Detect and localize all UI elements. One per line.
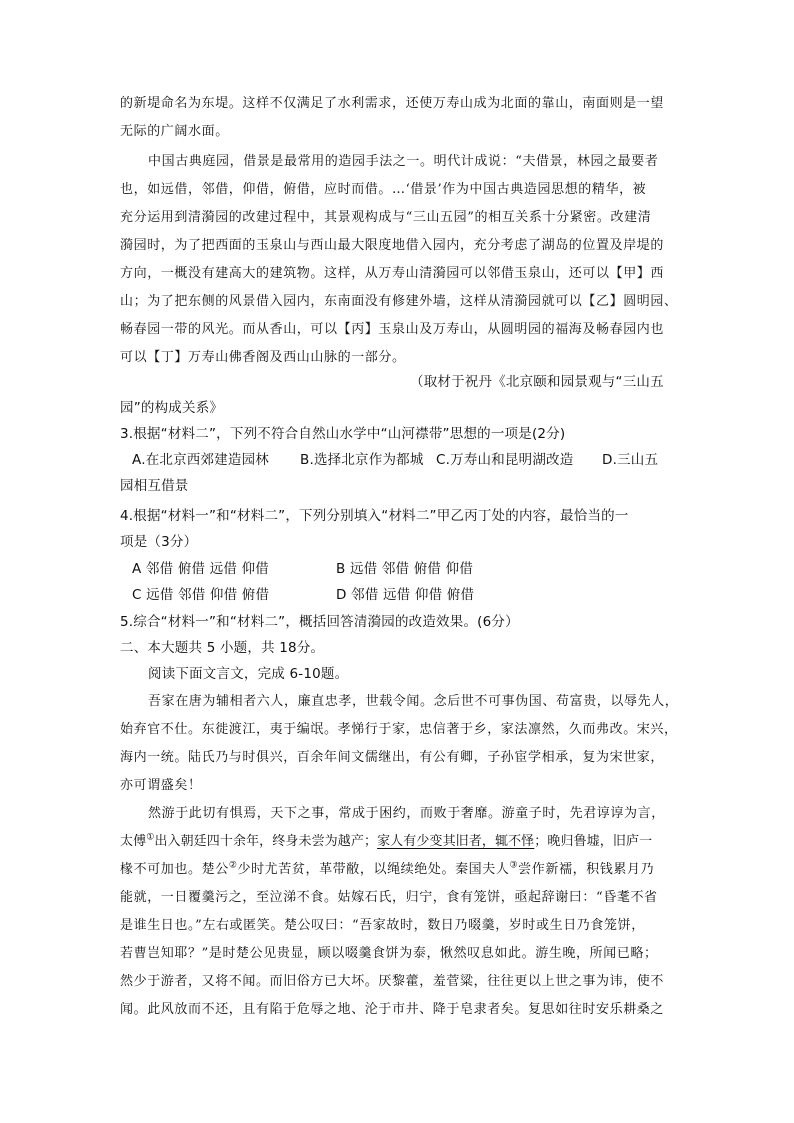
q3-option-a: A.在北京西郊建造园林 — [132, 452, 269, 468]
q4-option-a: A 邻借 俯借 远借 仰借 — [132, 561, 269, 577]
para2-line1: 中国古典庭园，借景是最常用的造园手法之一。明代计成说：“夫借景，林园之最要者 — [148, 154, 659, 169]
footnote-mark-1: ① — [146, 832, 155, 843]
para1-line1: 的新堤命名为东堤。这样不仅满足了水利需求，还使万寿山成为北面的靠山，南面则是一望 — [120, 96, 665, 111]
para4-line3-text-c: 尝作新襦，积钱累月乃 — [518, 862, 655, 877]
para2-line2: 也，如远借，邻借，仰借，俯借，应时而借。…‘借景’作为中国古典造园思想的精华，被 — [120, 182, 647, 197]
para4-line5: 是谁生日也。”左右或匿笑。楚公叹曰：“吾家故时，数日乃啜羹，岁时或生日乃食笼饼， — [120, 918, 645, 933]
para4-line3-text-a: 椽不可加也。楚公 — [120, 862, 229, 877]
classical-text-instruction: 阅读下面文言文，完成 6-10题。 — [148, 666, 349, 682]
para4-line6: 若曹岂知耶？”是时楚公见贵显，顾以啜羹食饼为泰，愀然叹息如此。游生晚，所闻已略； — [120, 946, 658, 961]
para2-line3: 充分运用到清漪园的改建过程中，其景观构成与“三山五园”的相互关系十分紧密。改建清 — [120, 210, 652, 225]
para4-line2-text-a: 太傅 — [120, 834, 147, 849]
para4-line7: 然少于游者，又将不闻。而旧俗方已大坏。厌黎藿，羞菅粱，往往更以上世之事为讳，使不 — [120, 974, 665, 989]
q4-option-b: B 远借 邻借 俯借 仰借 — [336, 561, 474, 577]
para1-line2: 无际的广阔水面。 — [120, 124, 229, 139]
para3-line4: 亦可谓盛矣！ — [120, 778, 202, 793]
para4-line1: 然游于此切有惧焉，天下之事，常成于困约，而败于奢靡。游童子时，先君谆谆为言， — [148, 806, 665, 821]
question-4-stem-line1: 4.根据“材料一”和“材料二”，下列分别填入“材料二”甲乙丙丁处的内容，最恰当的一 — [120, 508, 629, 524]
question-4-options-row1 — [132, 557, 680, 581]
q3-option-c: C.万寿山和昆明湖改造 — [436, 452, 574, 468]
para4-line8: 闻。此风放而不还，且有陷于危辱之地、沦于市井、降于皂隶者矣。复思如往时安乐耕桑之 — [120, 1002, 665, 1017]
q3-option-d-continued: 园相互借景 — [120, 478, 189, 494]
question-4-stem-line2: 项是（3分） — [120, 534, 198, 550]
para3-line3: 海内一统。陆氏乃与时俱兴，百余年间文儒继出，有公有卿，子孙宦学相承，复为宋世家， — [120, 750, 665, 765]
question-3-stem: 3.根据“材料二”，下列不符合自然山水学中“山河襟带”思想的一项是(2分) — [120, 426, 566, 442]
q4-option-d: D 邻借 远借 仰借 俯借 — [336, 587, 475, 603]
q4-option-c: C 远借 邻借 仰借 俯借 — [132, 587, 270, 603]
para2-line4: 漪园时，为了把西面的玉泉山与西山最大限度地借入园内，充分考虑了湖岛的位置及岸堤的 — [120, 238, 665, 253]
para2-line7: 畅春园一带的风光。而从香山，可以【丙】玉泉山及万寿山，从圆明园的福海及畅春园内也 — [120, 322, 665, 337]
footnote-mark-3: ③ — [509, 860, 519, 871]
source-citation-line2: 园”的构成关系》 — [120, 400, 224, 416]
para2-line6: 山；为了把东侧的风景借入园内，东南面没有修建外墙，这样从清漪园就可以【乙】圆明园、 — [120, 294, 678, 309]
question-3-options — [132, 448, 680, 472]
source-citation-line1: （取材于祝丹《北京颐和园景观与“三山五 — [410, 374, 664, 390]
q3-option-d: D.三山五 — [602, 452, 659, 468]
para4-line3-text-b: 少时尤苦贫，革带敝，以绳续绝处。秦国夫人 — [237, 862, 510, 877]
para4-line4: 能就，一日覆羹污之，至泣涕不食。姑嫁石氏，归宁，食有笼饼，亟起辞谢曰：“昏耄不省 — [120, 890, 658, 905]
footnote-mark-2: ② — [228, 860, 238, 871]
para2-line8: 可以【丁】万寿山佛香阁及西山山脉的一部分。 — [120, 350, 406, 365]
question-5: 5.综合“材料一”和“材料二”，概括回答清漪园的改造效果。(6分） — [120, 614, 519, 630]
para2-line5: 方向，一概没有建高大的建筑物。这样，从万寿山清漪园可以邻借玉泉山，还可以【甲】西 — [120, 266, 665, 281]
para3-line1: 吾家在唐为辅相者六人，廉直忠孝，世载令闻。念后世不可事伪国、苟富贵，以辱先人， — [148, 694, 679, 709]
underlined-sentence: 家人有少变其旧者，辄不怿 — [377, 834, 535, 849]
para4-line2-text-b: 出入朝廷四十余年，终身未尝为越产； — [154, 834, 378, 849]
para4-line3 — [120, 858, 680, 882]
para3-line2: 始弃官不仕。东徙渡江，夷于编氓。孝悌行于家，忠信著于乡，家法凛然，久而弗改。宋兴， — [120, 722, 678, 737]
para4-line2 — [120, 830, 680, 854]
q3-option-b: B.选择北京作为都城 — [300, 452, 424, 468]
para4-line2-text-c: ；晚归鲁墟，旧庐一 — [534, 834, 653, 849]
section-2-heading: 二、本大题共 5 小题，共 18分。 — [120, 640, 325, 656]
question-4-options-row2 — [132, 583, 680, 607]
